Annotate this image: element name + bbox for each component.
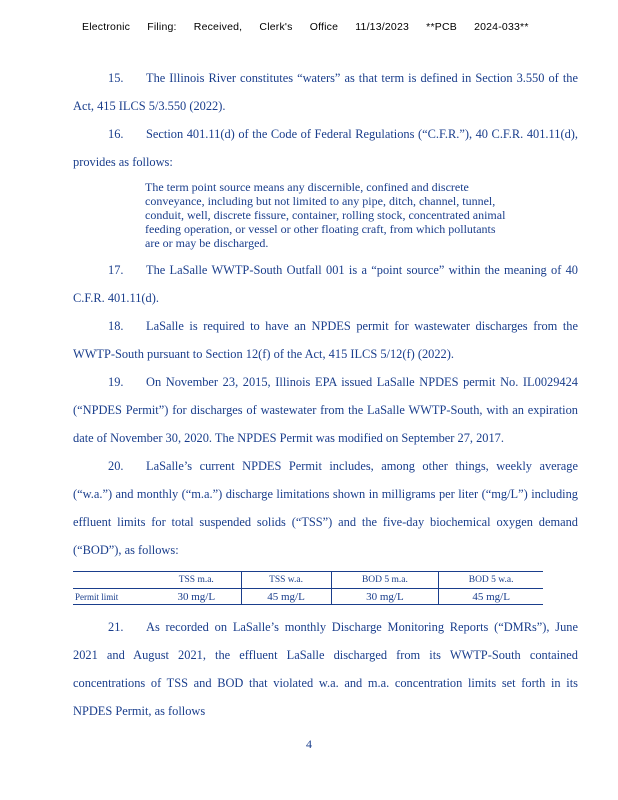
table-header-cell: TSS m.a. xyxy=(152,572,241,589)
paragraph-21 xyxy=(73,613,578,725)
document-body xyxy=(73,64,578,725)
paragraph-number: 17. xyxy=(108,263,124,277)
header-date: 11/13/2023 xyxy=(355,21,410,33)
paragraph-text: LaSalle is required to have an NPDES permit for wastewater discharges from the WWTP-South pursuant to Section 12(f) of the Act, 415 ILCS 5/12(f) (2022). xyxy=(73,319,578,361)
paragraph-20 xyxy=(73,452,578,564)
paragraph-15 xyxy=(73,64,578,120)
table-row xyxy=(73,589,543,605)
header-case-prefix: **PCB xyxy=(426,21,457,33)
table-header-row xyxy=(73,572,543,589)
paragraph-number: 15. xyxy=(108,71,124,85)
permit-limits-table xyxy=(73,571,543,605)
table-cell: 45 mg/L xyxy=(241,589,331,605)
page-number: 4 xyxy=(306,737,312,751)
paragraph-text: Section 401.11(d) of the Code of Federal Regulations (“C.F.R.”), 40 C.F.R. 401.11(d), provides as follows: xyxy=(73,127,578,169)
table-cell: 30 mg/L xyxy=(331,589,439,605)
header-word: Filing: xyxy=(147,21,177,33)
table-header-cell: BOD 5 m.a. xyxy=(331,572,439,589)
block-quote: The term point source means any discernible, confined and discrete conveyance, including but not limited to any pipe, ditch, channel, tunnel, conduit, well, discrete fissure, container, rolling stock, concentrated animal feeding operation, or vessel or other floating craft, from which pollutants are or may be discharged. xyxy=(145,180,506,250)
table-cell: 30 mg/L xyxy=(152,589,241,605)
table-header-cell: TSS w.a. xyxy=(241,572,331,589)
table-row-label: Permit limit xyxy=(73,589,152,605)
header-word: Office xyxy=(309,21,339,33)
paragraph-19 xyxy=(73,368,578,452)
table-cell: 45 mg/L xyxy=(439,589,543,605)
header-word: Clerk's xyxy=(259,21,293,33)
paragraph-16 xyxy=(73,120,578,176)
filing-header xyxy=(82,21,578,33)
paragraph-text: The LaSalle WWTP-South Outfall 001 is a “point source” within the meaning of 40 C.F.R. 401.11(d). xyxy=(73,263,578,305)
header-word: Electronic xyxy=(82,21,131,33)
paragraph-text: On November 23, 2015, Illinois EPA issued LaSalle NPDES permit No. IL0029424 (“NPDES Permit”) for discharges of wastewater from the LaSalle WWTP-South, with an expiration date of November 30, 2020. The NPDES Permit was modified on September 27, 2017. xyxy=(73,375,578,445)
paragraph-number: 21. xyxy=(108,620,124,634)
paragraph-number: 20. xyxy=(108,459,124,473)
paragraph-text: LaSalle’s current NPDES Permit includes, among other things, weekly average (“w.a.”) and monthly (“m.a.”) discharge limitations shown in milligrams per liter (“mg/L”) including effluent limits for total suspended solids (“TSS”) and the five-day biochemical oxygen demand (“BOD”), as follows: xyxy=(73,459,578,557)
table-header-cell xyxy=(73,572,152,589)
paragraph-number: 18. xyxy=(108,319,124,333)
paragraph-number: 19. xyxy=(108,375,124,389)
paragraph-text: The Illinois River constitutes “waters” as that term is defined in Section 3.550 of the Act, 415 ILCS 5/3.550 (2022). xyxy=(73,71,578,113)
paragraph-text: As recorded on LaSalle’s monthly Discharge Monitoring Reports (“DMRs”), June 2021 and August 2021, the effluent LaSalle discharged from its WWTP-South contained concentrations of TSS and BOD that violated w.a. and m.a. concentration limits set forth in its NPDES Permit, as follows xyxy=(73,620,578,718)
paragraph-17 xyxy=(73,256,578,312)
paragraph-18 xyxy=(73,312,578,368)
table-header-cell: BOD 5 w.a. xyxy=(439,572,543,589)
header-case-number: 2024-033** xyxy=(474,21,529,33)
paragraph-number: 16. xyxy=(108,127,124,141)
header-word: Received, xyxy=(193,21,243,33)
